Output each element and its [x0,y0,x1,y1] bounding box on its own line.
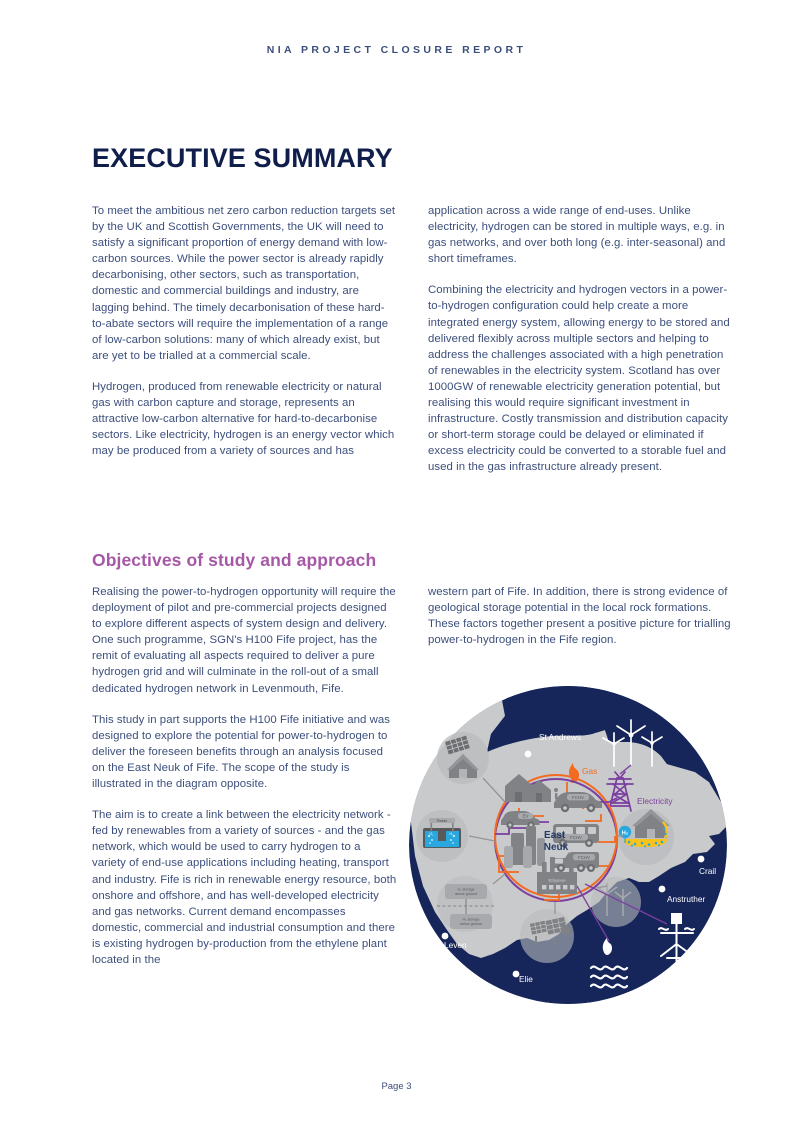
paragraph: Hydrogen, produced from renewable electricity or natural gas with carbon capture and storage, represents an attractive low-carbon alternative for hard-to-decarbonise sectors. Like electricity, hydrogen is an energy vector which may be produced from a variety of sources and has [92,380,395,458]
hydrogen-bubble-label: H₂ [621,830,629,837]
place-dot-elie [513,971,520,978]
electricity-label: Electricity [637,796,673,806]
place-label-anstruther: Anstruther [667,894,706,904]
fchv-car-label: FCHV [572,795,584,800]
paragraph: To meet the ambitious net zero carbon reduction targets set by the UK and Scottish Governments, the UK will need to satisfy a significant proportion of energy demand with low-carbon sources. While the power sector is already rapidly decarbonising, other sectors, such as transportation, domestic and commercial buildings and industry, are lagging behind. The timely decarbonisation of these hard-to-abate sectors will require the implementation of a range of low-carbon solutions: many of which already exist, but are yet to be trialled at a commercial scale. [92,205,396,362]
svg-text:below ground: below ground [460,922,482,927]
paragraph: western part of Fife. In addition, there is strong evidence of geological storage potential in the local rock formations. These factors together present a positive picture for trialling power-to-hydrogen in the Fife region. [428,586,731,647]
fchv-truck-label: FCHV [578,855,590,860]
paragraph: This study in part supports the H100 Fife initiative and was designed to explore the potential for power-to-hydrogen to deliver the foreseen benefits through an analysis focused on the East Neuk of Fife. The scope of the study is illustrated in the diagram opposite. [92,713,391,791]
place-dot-anstruther [659,886,666,893]
place-label-leven: Leven [444,940,467,950]
center-label-line1: East [544,830,566,841]
gas-label: Gas [582,766,598,776]
executive-summary-right-column [428,203,733,476]
place-dot-crail [698,856,705,863]
svg-text:H₂: H₂ [449,832,454,836]
fchv-bus-label: FCHV [570,835,582,840]
svg-text:above ground: above ground [455,892,477,897]
ethylene-label: Ethylene [548,877,566,883]
place-label-crail: Crail [699,866,717,876]
page-footer: Page 3 [381,1081,412,1092]
ev-label: EV [522,813,529,819]
east-neuk-system-diagram [409,686,727,1004]
paragraph: The aim is to create a link between the electricity network - fed by renewables from a variety of sources - and the gas network, which would be used to carry hydrogen to a variety of end-use applications including heating, transport and industry. Fife is rich in renewable energy resource, both onshore and offshore, and has well-developed electricity and gas networks. Current demand encompasses domestic, commercial and industrial consumption and there is existing hydrogen by-production from the ethylene plant located in the [92,809,397,966]
paragraph: application across a wide range of end-uses. Unlike electricity, hydrogen can be stored in multiple ways, e.g. in gas networks, and over both long (e.g. inter-seasonal) and short timeframes. [428,205,726,266]
svg-text:O₂: O₂ [429,832,434,836]
place-label-elie: Elie [519,974,533,984]
storage-below-label: H₂ storage [462,917,480,922]
place-dot-leven [442,933,449,940]
paragraph: Combining the electricity and hydrogen vectors in a power-to-hydrogen configuration could help create a more integrated energy system, allowing energy to be stored and delivered flexibly across multiple sectors and helping to address the challenges associated with a high penetration of renewables in the electricity system. Scotland has over 1000GW of renewable electricity generation potential, but realising this would require significant investment in infrastructure. Costly transmission and distribution capacity or short-term storage could be delayed or eliminated if excess electricity could be converted to a storable fuel and used in the gas infrastructure already present. [428,284,730,474]
hydrogen-home-icon [618,809,674,865]
objectives-left-column [92,584,397,983]
solar-farm-icon [520,909,574,963]
place-dot-st-andrews [525,751,532,758]
storage-above-label: H₂ storage [457,887,475,892]
electrolyser-power-label: Power [436,819,448,824]
diagram-center-label [544,830,569,853]
executive-summary-columns [92,203,733,476]
electrolyser-icon [416,810,468,862]
executive-summary-left-column [92,203,397,476]
place-label-st-andrews: St Andrews [539,732,581,742]
running-head: NIA PROJECT CLOSURE REPORT [266,44,527,56]
solar-house-icon [437,732,489,784]
center-label-line2: Neuk [543,842,569,853]
paragraph: Realising the power-to-hydrogen opportunity will require the deployment of pilot and pre-commercial projects designed to explore different aspects of system design and delivery. One such programme, SGN's H100 Fife project, has the remit of evaluating all aspects required to deliver a pure hydrogen grid and will culminate in the roll-out of a small dedicated hydrogen network in Levenmouth, Fife. [92,586,396,695]
section-heading-objectives: Objectives of study and approach [92,550,377,570]
page-title: EXECUTIVE SUMMARY [92,143,393,173]
